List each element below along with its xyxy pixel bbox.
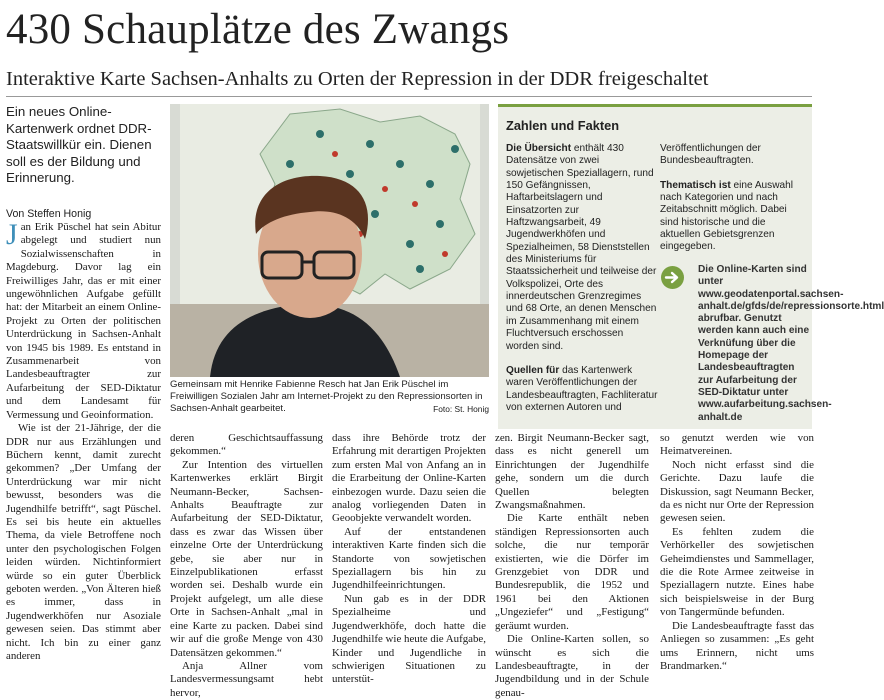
fact-sources-text: das Kartenwerk waren Veröffentlichungen der Landesbeauftragten, Fachliteratur von externen Autoren und [506,364,658,413]
article-paragraph: Zur Intention des virtuellen Kartenwerkes erklärt Birgit Neumann-Becker, Sachsen-Anhalts Beauftragte zur Aufarbeitung der SED-Diktatur, dass es zwar das Wissen über einzelne Orte der Unterdrückung gebe, sie aber nur in Einzelpublikationen erfasst worden sei. Deshalb wurde ein Projekt aufgelegt, um alle diese Orte in Sachsen-Anhalt „mal in eine Karte zu packen. Dabei sind wir auf die große Menge von 430 Datensätzen gekommen.“ [170,458,323,659]
fact-sources-continued: Veröffentlichungen der Bundesbeauftragten. [660,143,761,167]
article-paragraph: Noch nicht erfasst sind die Gerichte. Dazu laufe die Diskussion, sagt Neumann Becker, da es nicht nur Orte der Repression gewesen seien. [660,458,814,525]
article-paragraph: Wie ist der 21-Jährige, der die DDR nur aus Erzählungen und Büchern kennt, damit zurecht gekommen? „Der Umfang der Unterdrückung war mir nicht bewusst, besonders was die Jugendhilfe betrifft“, sagt Püschel. Es sei bis heute ein aktuelles Thema, da viele Betroffene noch unter den psychologischen Folgen leiden würden. Nichtinformiert würde so ein guter Überblick geboten werden. „Von Älteren hieß es immer, dass in Jugendwerkhöfen nur Asoziale gewesen seien. Das stimmt aber nicht. Ich bin zu einer ganz anderen [6,422,161,662]
article-paragraph: Die Karte enthält neben ständigen Repressionsorten auch solche, die nur temporär existierten, wie die Dörfer im Grenzgebiet von DDR und Bundesrepublik, die 1952 und 1961 bei den Aktionen „Ungeziefer“ und „Festigung“ geräumt wurden. [495,512,649,632]
article-column-1 [6,218,161,689]
article-paragraph: Die Online-Karten sollen, so wünscht es sich die Landesbeauftragte, in der Jugendbildung und in der Schule genau- [495,633,649,699]
intro-text: Ein neues Online-Kartenwerk ordnet DDR-Staatswillkür ein. Dienen soll es der Bildung und Erinnerung. [6,104,152,185]
fact-thematic [660,180,808,254]
fact-box-right-column [660,143,808,266]
article-column-3 [332,432,486,689]
article-paragraph: Die Landesbeauftragte fasst das Anliegen so zusammen: „Es geht ums Erinnern, nicht ums Brandmarken.“ [660,619,814,672]
headline: 430 Schauplätze des Zwangs [6,6,510,53]
fact-sources [506,365,659,414]
article-column-4 [495,432,649,699]
drop-cap: J [6,218,18,251]
article-paragraph: Anja Allner vom Landesvermessungsamt hebt hervor, [170,659,323,699]
fact-overview-lead: Die Übersicht [506,143,572,154]
byline: Von Steffen Honig [6,208,92,220]
article-column-2 [170,432,323,699]
fact-box [498,104,884,429]
photo-credit: Foto: St. Honig [433,404,489,414]
article-paragraph: deren Geschichtsauffassung gekommen.“ [170,432,323,458]
article-paragraph: Es fehlten zudem die Verhörkeller des sowjetischen Geheimdienstes und Sammellager, die die Rote Armee zeitweise in Speziallagern nutzte. Eines habe sich beispielsweise in der Burg von Tangermünde befunden. [660,525,814,619]
photo-illustration [170,104,489,377]
online-map-link-text[interactable]: Die Online-Karten sind unter www.geodatenportal.sachsen-anhalt.de/gfds/de/repressionsorte.html abrufbar. Genutzt werden kann auch eine Verknüfung über die Homepage der Landesbeauftragten zur Aufarbeitung der SED-Diktatur unter www.aufarbeitung.sachsen-anhalt.de [698,264,884,423]
photo-caption [170,379,489,415]
divider [6,96,812,97]
article-photo [170,104,489,377]
article-paragraph [6,218,161,422]
fact-box-left-column [506,143,659,426]
fact-thematic-text: eine Auswahl nach Kategorien und nach Zeitabschnitt möglich. Dabei sind historische und die aktuellen Gebietsgrenzen eingegeben. [660,179,793,253]
article-paragraph: so genutzt werden wie von Heimatvereinen. [660,432,814,458]
article-paragraph: Nun gab es in der DDR Spezialheime und Jugendwerkhöfe, doch hatte die Jugendhilfe wie heute die Aufgabe, Kinder und Jugendliche in schwierigen Situationen zu unterstüt- [332,592,486,686]
article-paragraph: zen. Birgit Neumann-Becker sagt, dass es nicht generell um Einrichtungen der Jugendhilfe gehe, sondern um die durch Quellen belegten Zwangsmaßnahmen. [495,432,649,512]
caption-text: Gemeinsam mit Henrike Fabienne Resch hat Jan Erik Püschel im Freiwilligen Sozialen Jahr am Internet-Projekt zu den Repressionsorten in Sachsen-Anhalt gearbeitet. [170,379,483,414]
fact-thematic-lead: Thematisch ist [660,179,731,191]
subheadline: Interaktive Karte Sachsen-Anhalts zu Orten der Repression in der DDR freigeschaltet [6,68,709,90]
arrow-right-icon [661,266,684,289]
fact-sources-lead: Quellen für [506,364,560,376]
fact-overview-text: enthält 430 Datensätze von zwei sowjetischen Speziallagern, rund 150 Gefängnissen, Haftarbeitslagern und Einsatzorten zur Haftzwangsarbeit, 49 Jugendwerkhöfen und Spezialheimen, 58 Dienststellen des Ministeriums für Staatssicherheit und teilweise der Volkspolizei, Orte des innerdeutschen Grenzregimes und 68 Orte, an denen Menschen im Zusammenhang mit einem Fluchtversuch erschossen worden sind. [506,143,657,352]
article-paragraph: Auf der entstandenen interaktiven Karte finden sich die Standorte von sowjetischen Speziallagern bis hin zu Jugendhilfeeinrichtungen. [332,525,486,592]
paragraph-text: an Erik Püschel hat sein Abitur abgelegt und studiert nun Sozialwissenschaften in Magdeburg. Davor lag ein Freiwilliges Jahr, das er mit einer ungewöhnlichen Aufgabe gefüllt hat: der Mitarbeit an einem Online-Projekt zu Orten der politischen Unterdrückung in Sachsen-Anhalt von 1945 bis 1989. Es entstand in Zusammenarbeit von Landesbeauftragter zur Aufarbeitung der SED-Diktatur und dem Landesamt für Vermessung und Geoinformation. [6,221,161,421]
article-column-5 [660,432,814,689]
fact-box-title: Zahlen und Fakten [506,118,620,133]
fact-overview [506,143,659,353]
article-paragraph: dass ihre Behörde trotz der Erfahrung mit derartigen Projekten zum ersten Mal von Anfang an in die Erarbeitung der Online-Karten einbezogen wurde. Dazu seien die analog vorliegenden Daten in Geoobjekte verwandelt worden. [332,432,486,525]
